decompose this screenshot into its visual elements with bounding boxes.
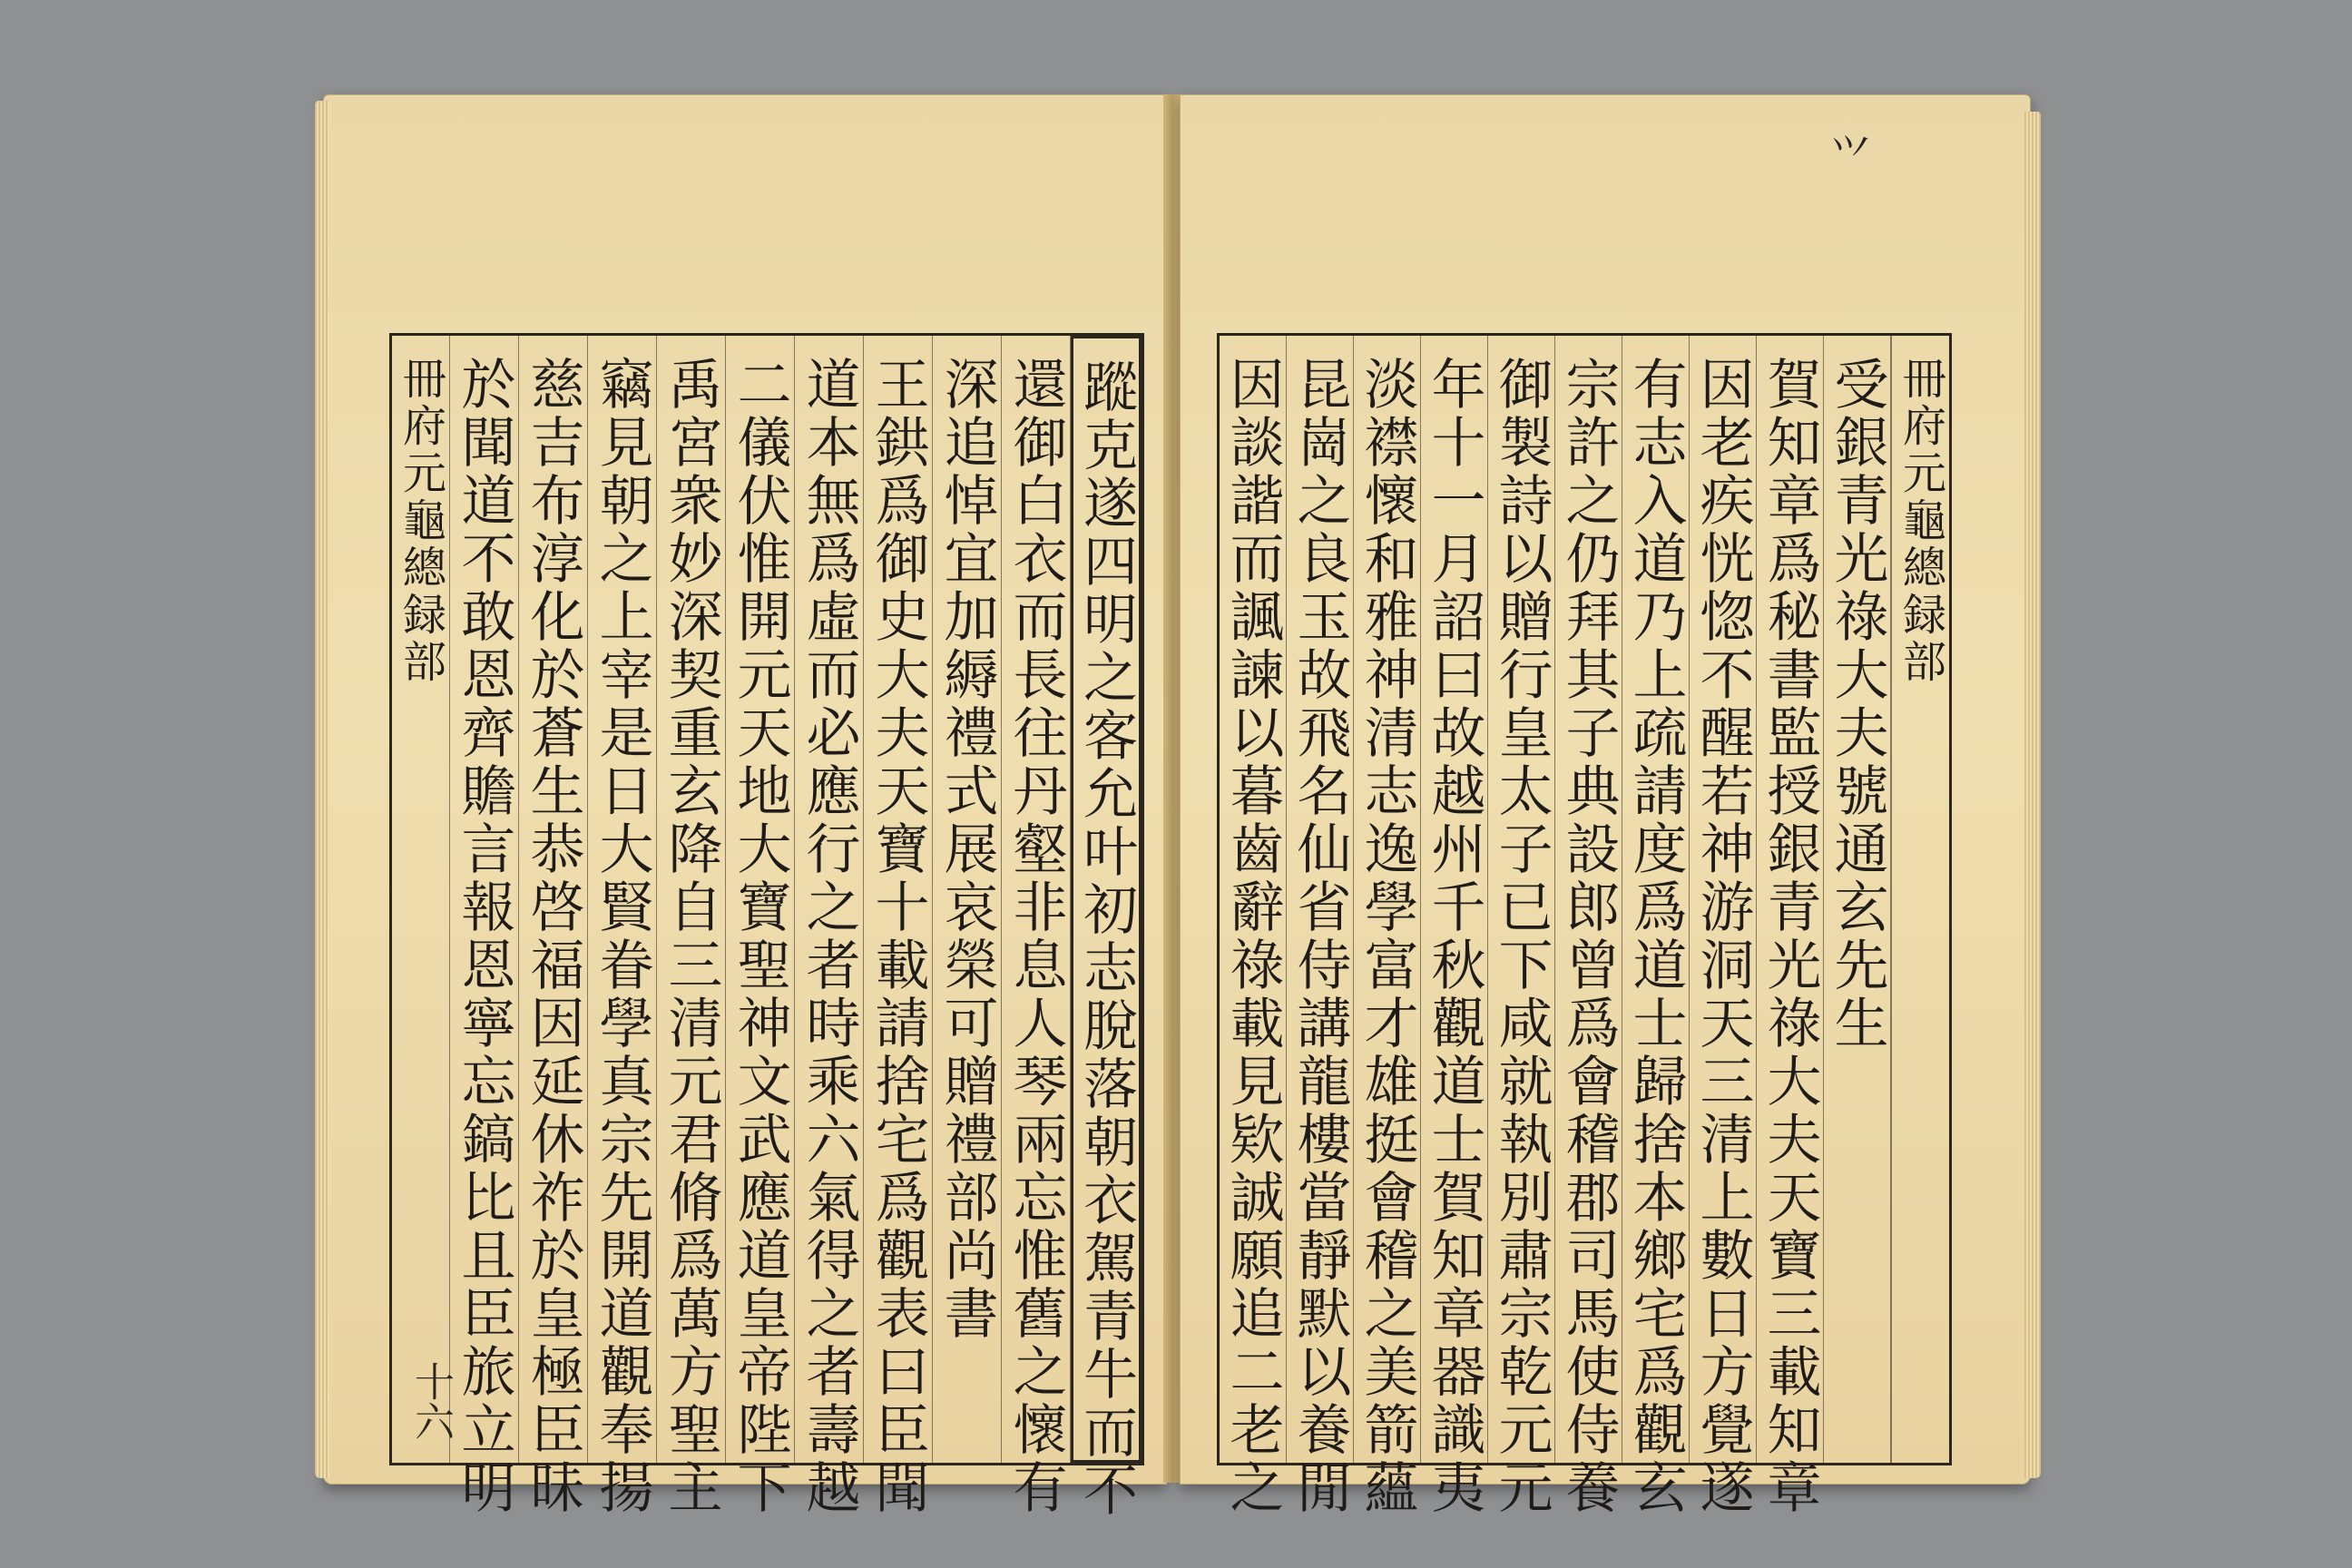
text-column: 御製詩以贈行皇太子已下咸就執別肅宗乾元元 xyxy=(1488,336,1555,1463)
right-fore-edge xyxy=(2024,112,2041,1478)
text-column: 因老疾恍惚不醒若神游洞天三清上數日方覺遂 xyxy=(1690,336,1757,1463)
left-text-frame xyxy=(389,333,1144,1520)
left-page xyxy=(323,94,1167,1520)
right-text-frame xyxy=(1217,333,1952,1517)
text-column: 昆崗之良玉故飛名仙省侍講龍樓當靜默以養閒 xyxy=(1287,336,1354,1463)
text-column: 道本無爲虛而必應行之者時乘六氣得之者壽越 xyxy=(795,336,864,1463)
corner-mark: ⺍ xyxy=(1830,132,1870,179)
text-column: 慈吉布淳化於蒼生恭啓福因延休祚於皇極臣昧 xyxy=(519,336,588,1463)
book-gutter xyxy=(1163,94,1181,1483)
text-column: 淡襟懷和雅神清志逸學富才雄挺會稽之美箭蘊 xyxy=(1354,336,1421,1463)
text-column: 受銀青光祿大夫號通玄先生 xyxy=(1824,336,1891,1463)
left-folio: 十六 xyxy=(407,1361,454,1441)
text-column: 二儀伏惟開元天地大寶聖神文武應道皇帝陛下 xyxy=(726,336,795,1463)
center-strip-title: 冊府元龜總録部 xyxy=(395,356,446,686)
left-center-strip xyxy=(392,336,454,1463)
text-column: 年十一月詔曰故越州千秋觀道士賀知章器識夷 xyxy=(1421,336,1488,1463)
text-column: 還御白衣而長往丹壑非息人琴兩忘惟舊之懷有 xyxy=(1002,336,1071,1463)
left-fore-edge xyxy=(315,101,329,1478)
text-column: 因談諧而諷諫以暮齒辭祿載見欵誠願追二老之 xyxy=(1220,336,1287,1463)
right-center-strip xyxy=(1891,336,1949,1463)
text-column: 宗許之仍拜其子典設郎曾爲會稽郡司馬使侍養 xyxy=(1555,336,1622,1463)
text-column: 禹宮衆妙深契重玄降自三清元君脩爲萬方聖主 xyxy=(657,336,726,1463)
text-column: 深追悼宜加縟禮式展哀榮可贈禮部尚書 xyxy=(933,336,1002,1463)
text-column: 蹤克遂四明之客允叶初志脫落朝衣駕青牛而不 xyxy=(1071,336,1142,1463)
right-page xyxy=(1180,94,2031,1517)
text-column: 王鉷爲御史大夫天寶十載請捨宅爲觀表曰臣聞 xyxy=(864,336,933,1463)
text-column: 竊見朝之上宰是日大賢眷學真宗先開道觀奉揚 xyxy=(588,336,657,1463)
center-strip-title: 冊府元龜總録部 xyxy=(1895,356,1946,686)
text-column: 於聞道不敢恩齊贍言報恩寧忘鎬比且臣旅立明 xyxy=(450,336,519,1463)
text-column: 賀知章爲秘書監授銀青光祿大夫天寶三載知章 xyxy=(1757,336,1824,1463)
open-book xyxy=(323,94,2029,1520)
text-column: 有志入道乃上疏請度爲道士歸捨本鄉宅爲觀玄 xyxy=(1622,336,1690,1463)
